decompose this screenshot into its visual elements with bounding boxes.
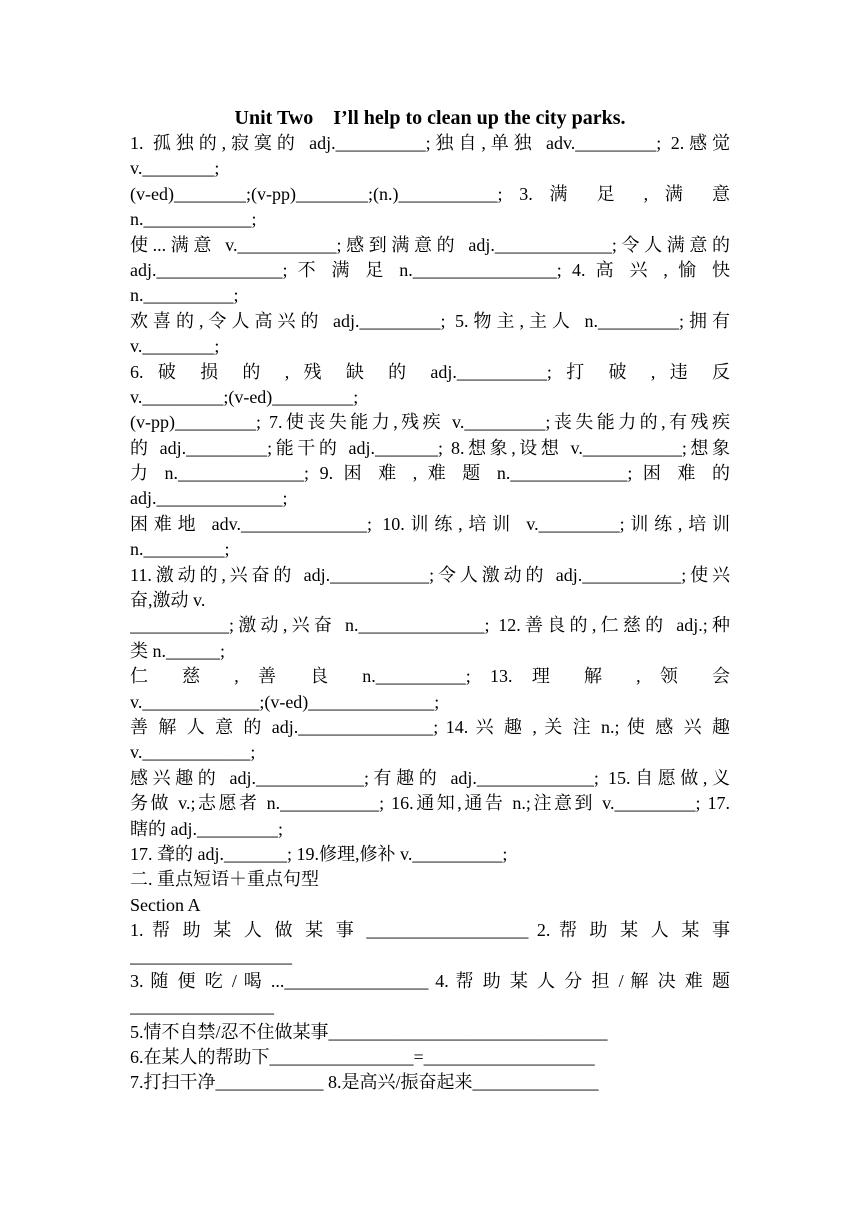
exercise-line: 1. 帮 助 某 人 做 某 事 __________________ 2. 帮 助 某 人 某 事 <box>130 920 730 941</box>
exercise-line: Section A <box>130 894 201 915</box>
exercise-line: n.____________; <box>130 209 257 230</box>
exercise-line: 欢喜的,令人高兴的 adj._________; 5.物主,主人 n._________;拥有 <box>130 310 730 331</box>
exercise-line: 7.打扫干净____________ 8.是高兴/振奋起来______________ <box>130 1072 599 1093</box>
exercise-line: n.__________; <box>130 285 239 306</box>
exercise-line: 感兴趣的 adj.____________;有趣的 adj._____________; 15.自愿做,义 <box>130 767 730 788</box>
exercise-line: 困难地 adv.______________; 10.训练,培训 v._________;训练,培训 <box>130 513 730 534</box>
exercise-line: 5.情不自禁/忍不住做某事_______________________________ <box>130 1021 608 1042</box>
exercise-line: 3. 随 便 吃 / 喝 ...________________ 4. 帮 助 某 人 分 担 / 解 决 难 题 <box>130 970 730 991</box>
exercise-line: adj.______________; <box>130 488 288 509</box>
exercise-line: v._________;(v-ed)_________; <box>130 386 359 407</box>
exercise-line: 二. 重点短语＋重点句型 <box>130 869 319 890</box>
exercise-line: 奋,激动 v. <box>130 590 206 611</box>
exercise-line: v._____________;(v-ed)______________; <box>130 691 440 712</box>
exercise-line: 6.在某人的帮助下________________=___________________ <box>130 1047 595 1068</box>
exercise-line: v.________; <box>130 158 220 179</box>
exercise-line: 的 adj._________;能干的 adj._______; 8.想象,设想 v.___________;想象 <box>130 437 730 458</box>
exercise-line: (v-ed)________;(v-pp)________;(n.)___________; 3. 满 足 , 满 意 <box>130 183 730 204</box>
exercise-line: n._________; <box>130 539 230 560</box>
exercise-line: 务做 v.;志愿者 n.___________; 16.通知,通告 n.;注意到 v._________; 17. <box>130 793 730 814</box>
exercise-line: adj.______________; 不 满 足 n.________________; 4. 高 兴 , 愉 快 <box>130 259 730 280</box>
unit-title: Unit Two I’ll help to clean up the city parks. <box>234 107 626 129</box>
exercise-line: 使...满意 v.___________;感到满意的 adj._____________;令人满意的 <box>130 234 730 255</box>
exercise-line: ___________;激动,兴奋 n.______________; 12.善良的,仁慈的 adj.;种 <box>130 615 730 636</box>
exercise-line: v.____________; <box>130 742 256 763</box>
exercise-line: 仁 慈 , 善 良 n.__________; 13. 理 解 , 领 会 <box>130 666 730 687</box>
exercise-line: 善 解 人 意 的 adj._______________; 14. 兴 趣 , 关 注 n.; 使 感 兴 趣 <box>130 716 730 737</box>
exercise-line: 瞎的 adj._________; <box>130 818 283 839</box>
exercise-line: 1. 孤独的,寂寞的 adj.__________;独自,单独 adv._________; 2.感觉 <box>130 133 730 153</box>
exercise-line: v.________; <box>130 336 220 357</box>
exercise-line: __________________ <box>130 945 292 966</box>
exercise-line: ________________ <box>130 996 274 1017</box>
exercise-line: 6. 破 损 的 , 残 缺 的 adj.__________; 打 破 , 违 反 <box>130 361 730 382</box>
exercise-line: 类 n.______; <box>130 640 226 661</box>
exercise-line: 11.激动的,兴奋的 adj.___________;令人激动的 adj.___________;使兴 <box>130 564 730 585</box>
exercise-line: 力 n.______________; 9. 困 难 , 难 题 n._____________; 困 难 的 <box>130 463 730 484</box>
exercise-line: (v-pp)_________; 7.使丧失能力,残疾 v._________;丧失能力的,有残疾 <box>130 412 730 433</box>
exercise-body <box>130 131 730 1096</box>
exercise-line: 17. 聋的 adj._______; 19.修理,修补 v.__________; <box>130 843 508 864</box>
